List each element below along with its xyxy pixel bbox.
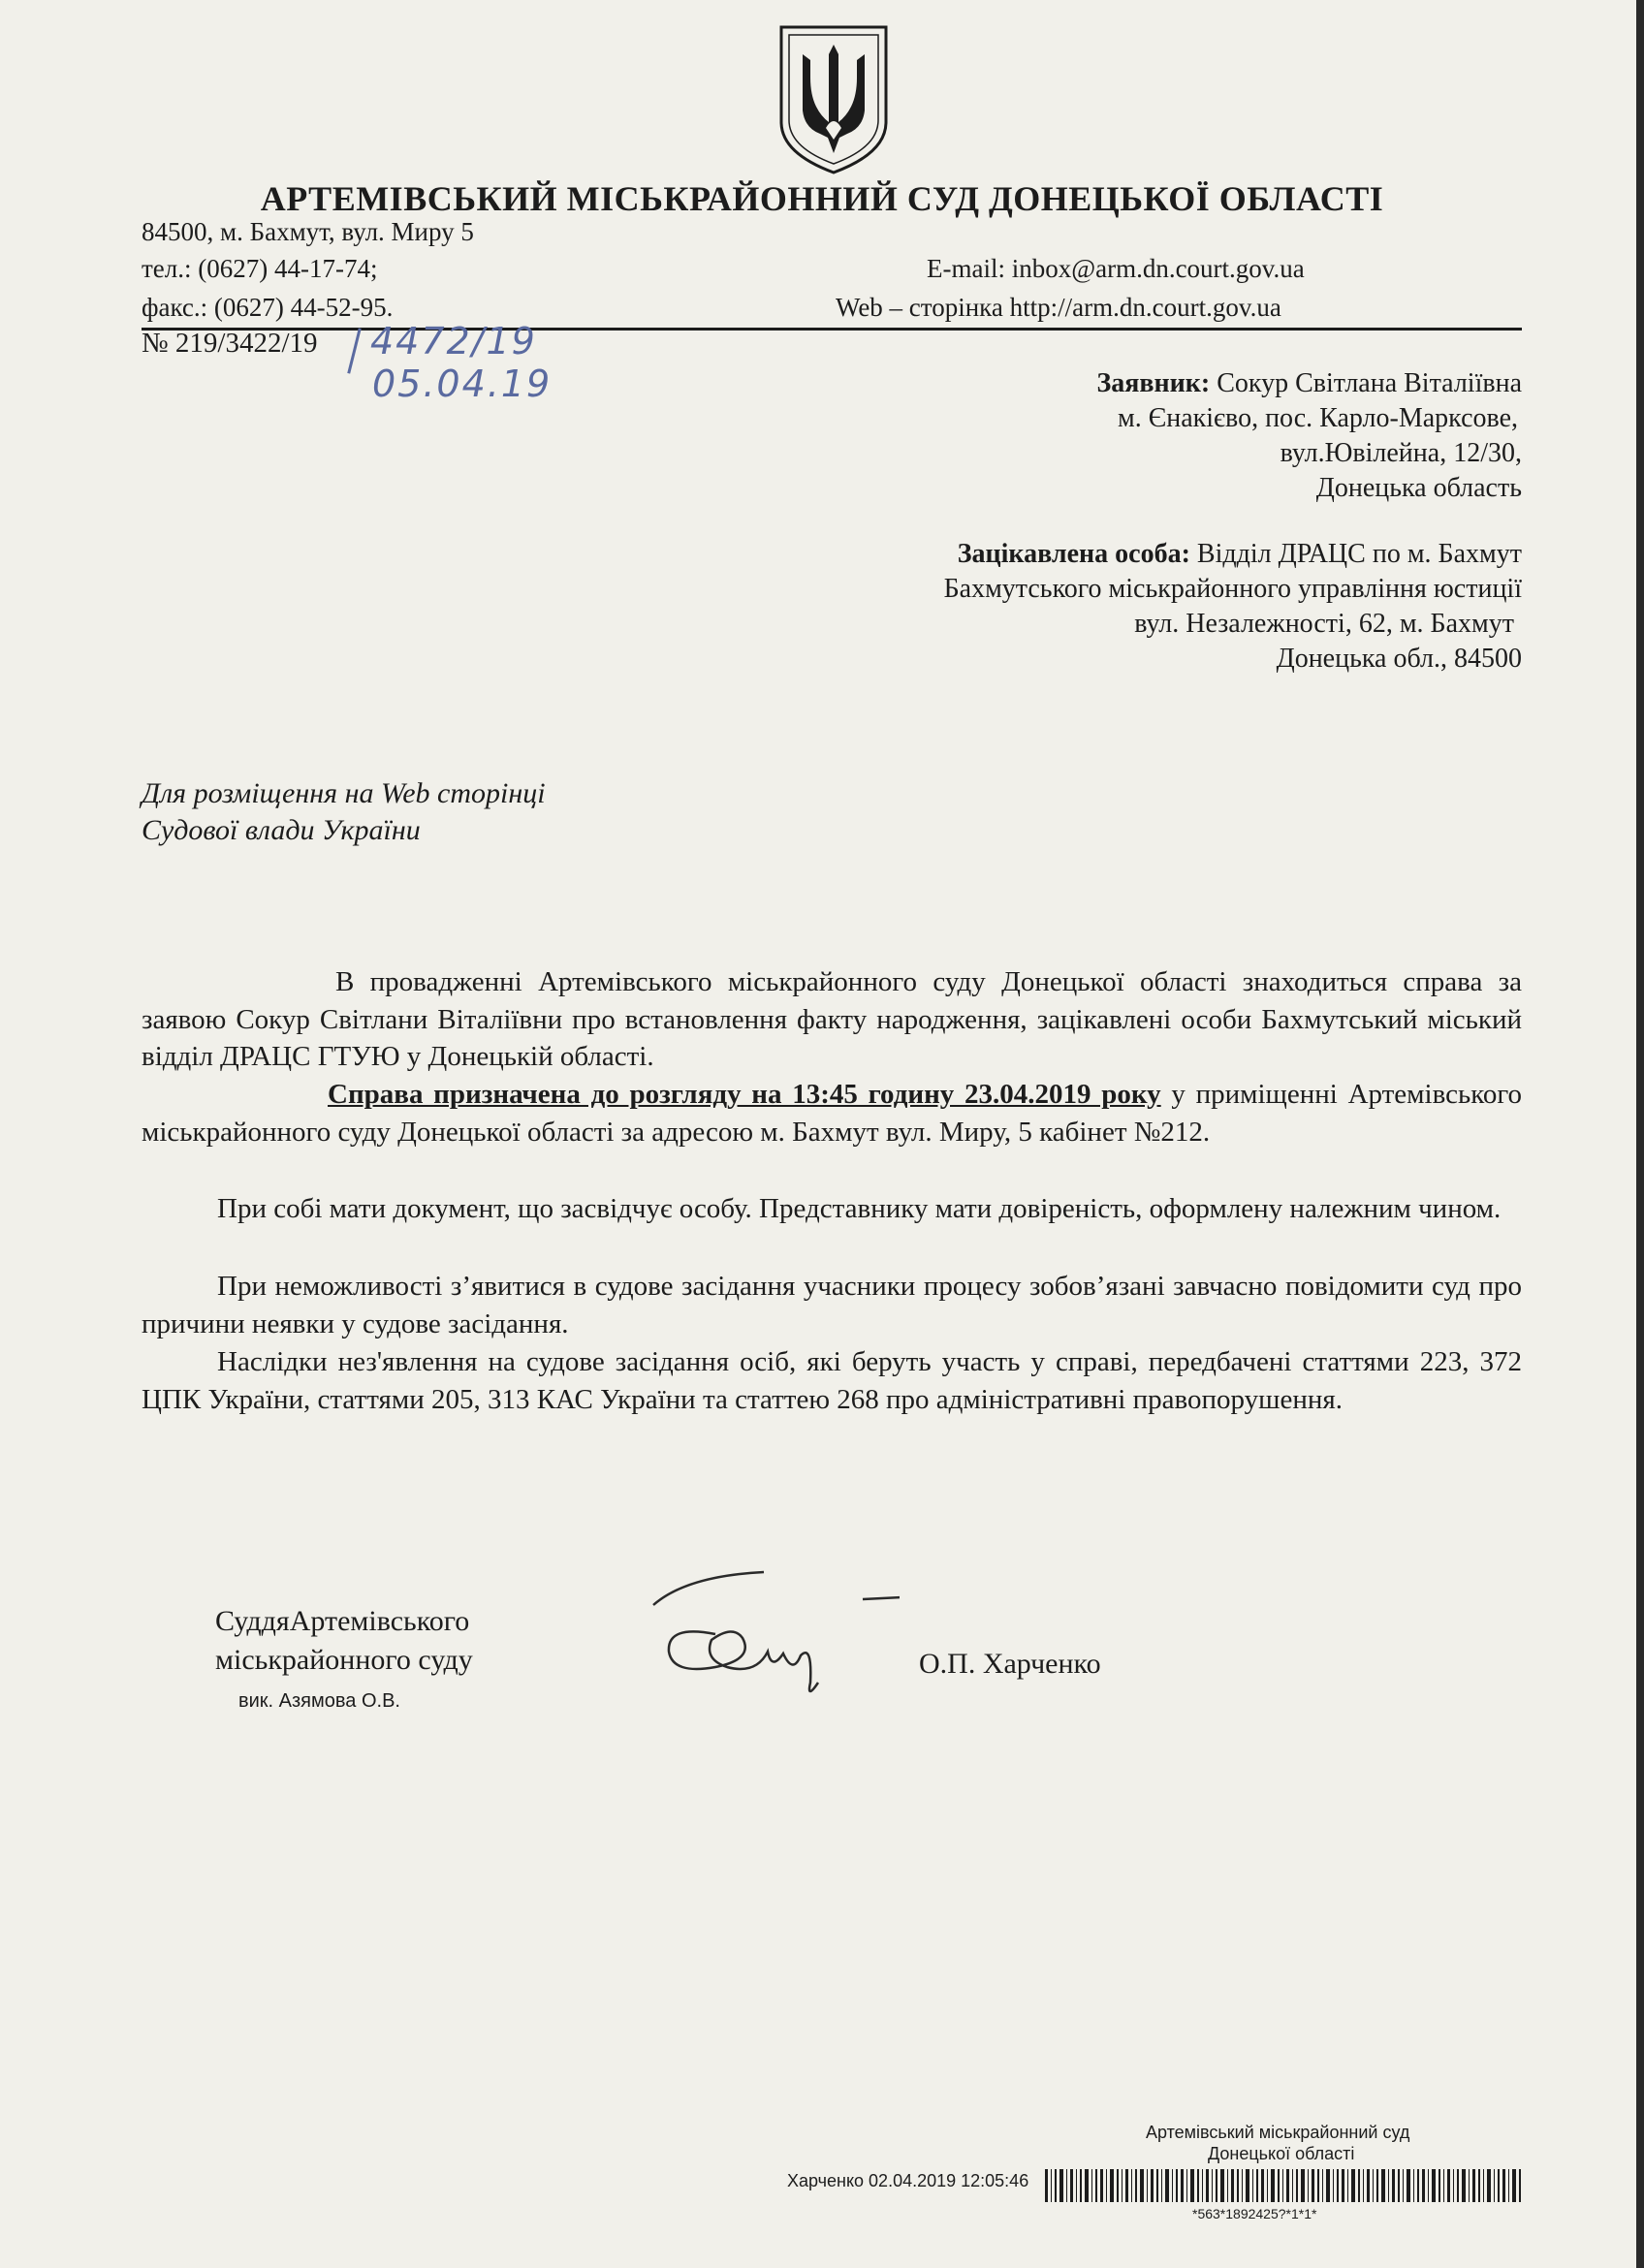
court-website: Web – сторінка http://arm.dn.court.gov.ua <box>836 293 1281 322</box>
judge-title-1: СуддяАртемівського <box>215 1605 470 1637</box>
court-title: АРТЕМІВСЬКИЙ МІСЬКРАЙОННИЙ СУД ДОНЕЦЬКОЇ ОБЛАСТІ <box>260 179 1384 218</box>
executor-name: вик. Азямова О.В. <box>238 1690 400 1712</box>
body-paragraph-3: При собі мати документ, що засвідчує особу. Представнику мати довіреність, оформлену належним чином. <box>217 1193 1502 1224</box>
stamp-court-name: Артемівський міськрайонний суд <box>1146 2123 1410 2142</box>
court-fax: факс.: (0627) 44-52-95. <box>142 293 394 322</box>
body-paragraph-2 <box>142 1076 1522 1150</box>
publication-note-1: Для розміщення на Web сторінці <box>142 777 546 809</box>
handwritten-slash <box>347 328 362 373</box>
judge-title-2: міськрайонного суду <box>215 1644 473 1676</box>
applicant-name: Сокур Світлана Віталіївна <box>1217 368 1522 398</box>
body-paragraph-5: Наслідки нез'явлення на судове засідання осіб, які беруть участь у справі, передбачені статтями 223, 372 ЦПК України, статтями 205, 313 КАС України та статтею 268 про адміністративні правопорушення. <box>142 1346 1522 1415</box>
interested-line-1 <box>958 539 1522 570</box>
barcode <box>1045 2169 1524 2202</box>
interested-address-3: Донецька обл., 84500 <box>1276 644 1522 674</box>
applicant-address-1: м. Єнакієво, пос. Карло-Марксове, <box>1118 403 1518 433</box>
interested-label: Зацікавлена особа: <box>957 539 1190 569</box>
scan-edge <box>1636 0 1644 2268</box>
body-paragraph-1: В провадженні Артемівського міськрайонного суду Донецької області знаходиться справа за заявою Сокур Світлани Віталіївни про встановлення факту народження, зацікавлені особи Бахмутський міський відділ ДРАЦС ГТУЮ у Донецькій області. <box>142 966 1522 1072</box>
header-divider <box>142 328 1522 331</box>
hearing-date-text: Справа призначена до розгляду на 13:45 годину 23.04.2019 року <box>328 1079 1161 1110</box>
applicant-line-1 <box>1096 368 1522 399</box>
applicant-address-3: Донецька область <box>1315 473 1522 503</box>
registration-number: № 219/3422/19 <box>142 328 318 359</box>
handwritten-date: 05.04.19 <box>372 362 553 405</box>
court-address: 84500, м. Бахмут, вул. Миру 5 <box>142 217 474 246</box>
court-phone: тел.: (0627) 44-17-74; <box>142 254 378 283</box>
interested-address-2: вул. Незалежності, 62, м. Бахмут <box>1134 609 1514 639</box>
court-email: E-mail: inbox@arm.dn.court.gov.ua <box>927 254 1305 283</box>
applicant-label: Заявник: <box>1096 368 1211 398</box>
applicant-address-2: вул.Ювілейна, 12/30, <box>1280 438 1522 468</box>
publication-note-2: Судової влади України <box>142 814 421 846</box>
handwritten-incoming-number: 4472/19 <box>370 320 537 362</box>
interested-address-1: Бахмутського міськрайонного управління юстиції <box>943 574 1522 604</box>
judge-name: О.П. Харченко <box>919 1648 1101 1680</box>
coat-of-arms-icon <box>775 21 892 176</box>
handwritten-signature <box>648 1566 900 1702</box>
barcode-text: *563*1892425?*1*1* <box>1192 2206 1317 2221</box>
stamp-court-region: Донецької області <box>1208 2144 1355 2163</box>
body-paragraph-4: При неможливості з’явитися в судове засідання учасники процесу зобов’язані завчасно повідомити суд про причини неявки у судове засідання. <box>142 1271 1522 1339</box>
hearing-location-text: у приміщенні Артемівського міськрайонного суду Донецької області за адресою м. Бахмут вул. Миру, 5 кабінет №212. <box>142 1079 1523 1148</box>
interested-name: Відділ ДРАЦС по м. Бахмут <box>1196 539 1522 569</box>
stamp-signer: Харченко 02.04.2019 12:05:46 <box>787 2171 1029 2190</box>
